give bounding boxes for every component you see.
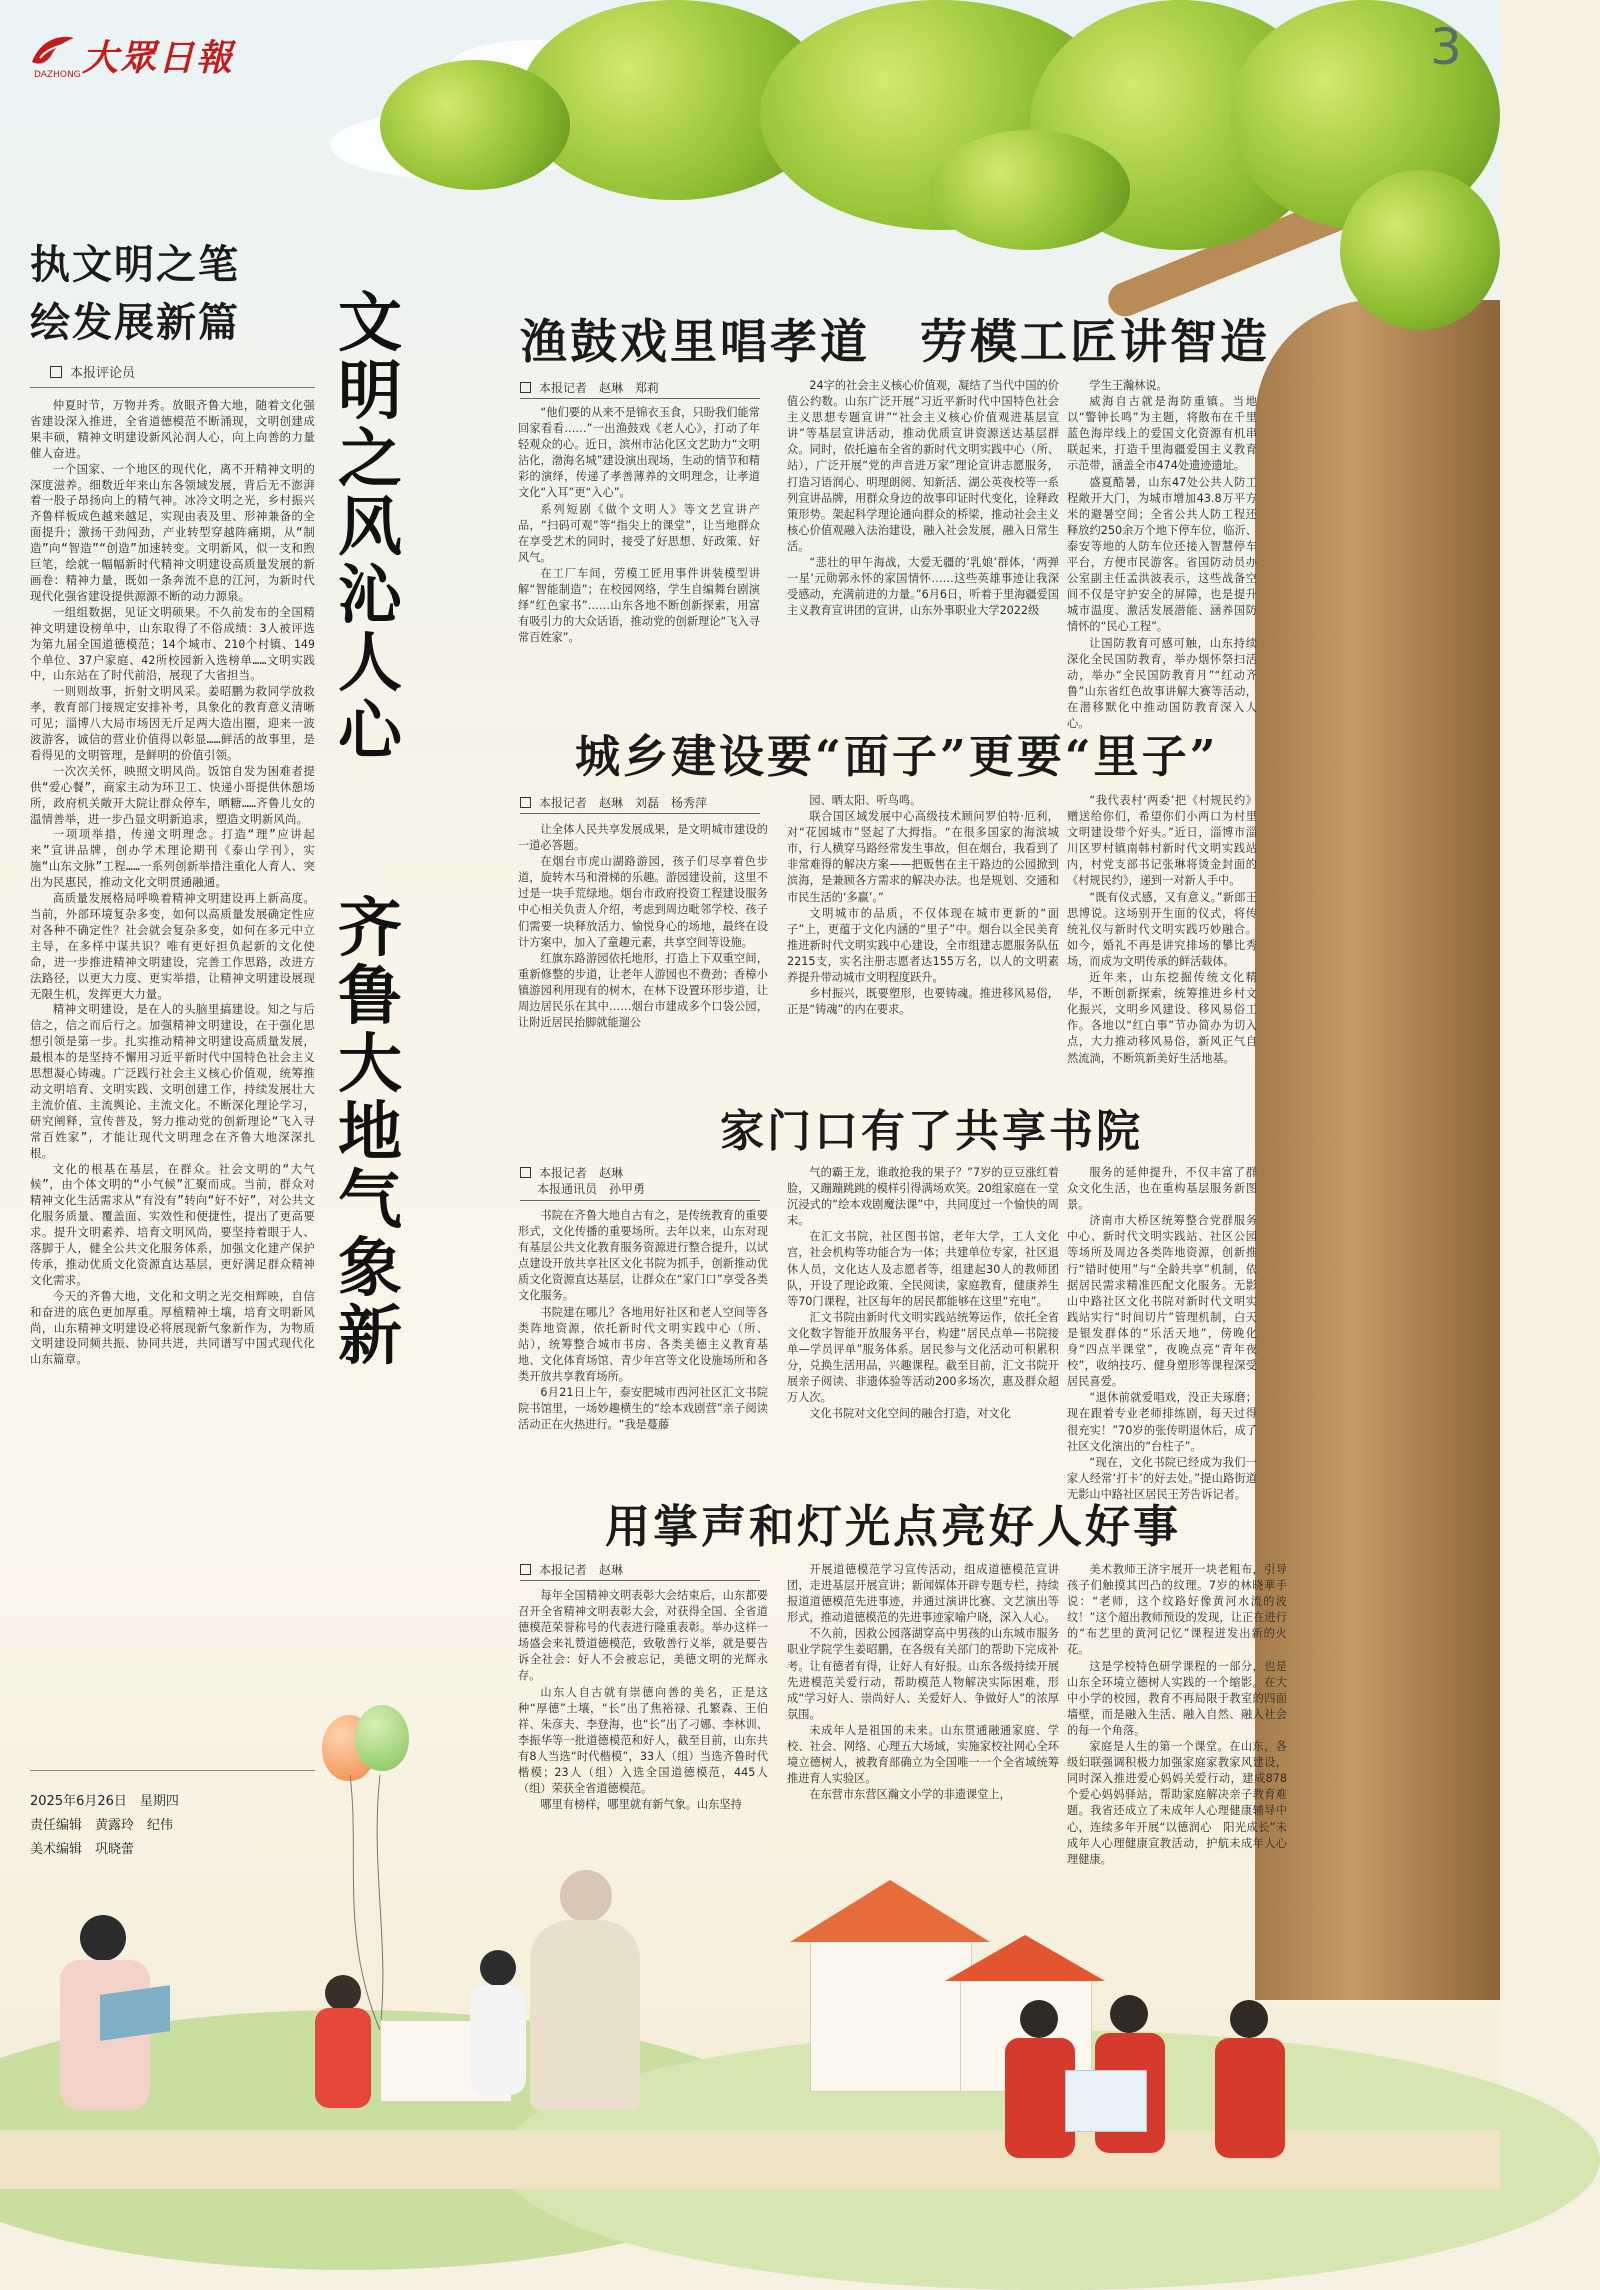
commentary-paragraph: 今天的齐鲁大地，文化和文明之光交相辉映，自信和奋进的底色更加厚重。厚植精神土壤，培育文明新风尚，山东精神文明建设必将展现新气象新作为，为物质文明建设同频共振、协同共进，共同谱写中国式现代化山东篇章。 <box>30 1288 315 1367</box>
article-paragraph: 书院在齐鲁大地自古有之，是传统教育的重要形式，文化传播的重要场所。去年以来，山东对现有基层公共文化教育服务资源进行整合提升，以试点建设开放共享社区文化书院为抓手，创新推动优质文化资源直达基层，让群众在“家门口”享受各类文化服务。 <box>518 1209 768 1303</box>
volunteer-figure <box>1110 1995 1148 2033</box>
book-icon <box>100 1985 170 2041</box>
byline-box-icon <box>520 797 531 808</box>
commentary-paragraph: 一项项举措，传递文明理念。打造“理”应讲起来”宣讲品牌，创办学术理论期刊《泰山学刊》，实施“山东文脉”工程……一系列创新举措注重化人育人、突出为民惠民，推动文化文明贯通融通。 <box>30 827 315 890</box>
tree-trunk <box>1255 300 1500 2000</box>
article-paragraph: 红旗东路游园依托地形，打造上下双重空间，重新修整的步道，让老年人游园也不费劲；香樟小镇游园利用现有的树木，在林下设置环形步道，让周边居民乐在其中……烟台市建成多个口袋公园，让附近居民抬脚就能遛公 <box>518 951 768 1030</box>
byline-box-icon <box>50 366 62 378</box>
article-paragraph: 近年来，山东挖掘传统文化精华，不断创新探索，统筹推进乡村文化振兴，文明乡风建设、移风易俗工作。各地以“红白事”节办简办为切入点，大力推动移风易俗，新风正气自然流淌，不断筑新美好生活地基。 <box>1067 971 1257 1065</box>
article-paragraph: 文化书院对文化空间的融合打造，对文化 <box>809 1407 1011 1421</box>
article-paragraph: 未成年人是祖国的未来。山东贯通融通家庭、学校、社会、网络、心理五大场域，实施家校社网心全环境立德树人，被教育部确立为全国唯一一个全省域统筹推进育人实验区。 <box>787 1723 1059 1786</box>
article-paragraph: 不久前，因救公园落湖穿高中男孩的山东城市服务职业学院学生姜昭鹏，在各级有关部门的帮助下完成补考。让有德者有得，让好人有好报。山东各级持续开展先进模范关爱行动，帮助模范人物解决实际困难，形成“学习好人、崇尚好人、关爱好人、争做好人”的浓厚氛围。 <box>787 1627 1059 1721</box>
article-4-headline: 用掌声和灯光点亮好人好事 <box>605 1500 1182 1553</box>
article-paragraph: 这是学校特色研学课程的一部分，也是山东全环境立德树人实践的一个缩影。在大中小学的校园，教育不再局限于教室的四面墙壁，而是融入生活、融入自然、融入社会的每一个角落。 <box>1067 1659 1287 1737</box>
boy-body <box>315 2008 371 2108</box>
article-paragraph: 让全体人民共享发展成果，是文明城市建设的一道必答题。 <box>518 823 768 853</box>
article-paragraph: 威海自古就是海防重镇。当地以“警钟长鸣”为主题，将散布在千里蓝色海岸线上的爱国文化资源有机串联起来，打造千里海疆爱国主义教育示范带，涵盖全市474处遗迹遗址。 <box>1067 395 1257 473</box>
commentary-paragraph: 一次次关怀，映照文明风尚。饭馆自发为困难者提供“爱心餐”，商家主动为环卫工、快递小哥提供休憩场所，政府机关敞开大院让群众停车，晒糖……齐鲁儿女的温情善举，进一步凸显文明新追求，塑造文明新风尚。 <box>30 763 315 826</box>
article-1-column-2 <box>787 378 1059 705</box>
article-3-divider <box>520 1200 760 1201</box>
volunteer-figure <box>1020 2000 1058 2038</box>
commentary-paragraph: 高质量发展格局呼唤着精神文明建设再上新高度。当前，外部环境复杂多变，如何以高质量发展确定性应对各种不确定性？社会就会复杂多变，如何在多元中立主导，在多样中谋共识？唯有更好担负起新的文化使命，进一步推进精神文明建设，完善工作思路，改进方法路径，以更大力度、更实举措，让精神文明建设展现无限生机，发挥更大力量。 <box>30 891 315 1001</box>
newspaper-logo-sub: DAZHONG <box>34 70 81 80</box>
article-paragraph: 在汇文书院，社区图书馆，老年大学，工人文化宫，社会机构等功能合为一体；共建单位专家，社区退休人员，文化达人及志愿者等，组建起30人的教师团队，开设了理论政策、全民阅读，家庭教育，健康养生等70门课程，社区每年的居民都能够在这里“充电”。 <box>787 1230 1059 1308</box>
child-body <box>470 1985 526 2095</box>
grandmother-body <box>530 1920 640 2110</box>
article-2-headline: 城乡建设要“面子”更要“里子” <box>575 730 1219 783</box>
article-4-divider <box>520 1580 760 1581</box>
logo-bird-icon <box>30 32 76 70</box>
boy-figure <box>325 1975 361 2011</box>
volunteer-figure <box>1230 2000 1268 2038</box>
article-paragraph: 在烟台市虎山湖路游园，孩子们尽享着色步道，旋转木马和滑梯的乐趣。游园建设前，这里不过是一块手荒绿地。烟台市政府投资工程建设服务中心相关负责人介绍，考虑到周边毗邻学校、孩子们需要一块释放活力、愉悦身心的场地，最终在设计方案中，加入了童趣元素，共享空间等设施。 <box>518 855 768 949</box>
leaf-cluster <box>380 60 570 190</box>
article-4-byline-text: 本报记者 赵琳 <box>539 1563 624 1577</box>
vertical-headline-second: 齐鲁大地气象新 <box>338 892 402 1374</box>
article-paragraph: 乡村振兴，既要塑形，也要铸魂。推进移风易俗，正是“铸魂”的内在要求。 <box>787 987 1059 1017</box>
grandmother-figure <box>560 1870 612 1922</box>
bottom-illustration <box>0 1800 1500 2189</box>
art-editor: 美术编辑 巩晓蕾 <box>30 1842 135 1857</box>
issue-date: 2025年6月26日 星期四 <box>30 1794 179 1809</box>
article-paragraph: “现在，文化书院已经成为我们一家人经常‘打卡’的好去处。”提山路街道无影山中路社区居民王芳告诉记者。 <box>1067 1455 1257 1501</box>
article-paragraph: 园、晒太阳、听鸟鸣。 <box>809 794 922 807</box>
article-paragraph: “我代表村‘两委’把《村规民约》赠送给你们，希望你们小两口为村里文明建设带个好头。”近日，淄博市淄川区罗村镇南韩村新时代文明实践站内，村党支部书记张琳将烫金封面的《村规民约》，递到一对新人手中。 <box>1067 794 1257 888</box>
house-roof <box>945 1935 1105 1981</box>
leaf-cluster <box>1340 170 1500 330</box>
article-2-column-2 <box>787 793 1059 1080</box>
article-paragraph: 系列短剧《做个文明人》等文艺宣讲产品，“扫码可观”等“指尖上的课堂”，让当地群众在享受艺术的同时，接受了好思想、好政策、好风气。 <box>518 502 760 564</box>
article-1-divider <box>520 398 760 399</box>
commentary-title-line1: 执文明之笔 <box>30 242 240 288</box>
commentary-paragraph: 一组组数据，见证文明硕果。不久前发布的全国精神文明建设榜单中，山东取得了不俗成绩：3人被评选为第九届全国道德模范；14个城市、210个村镇、149个单位、37户家庭、42所校园新入选榜单……文明实践中，山东站在了时代前沿，展现了大省担当。 <box>30 604 315 683</box>
article-3-column-2 <box>787 1165 1059 1490</box>
article-paragraph: 在工厂车间，劳模工匠用事件讲装模型讲解“智能制造”；在校园网络，学生自编舞台剧演绎“红色家书”……山东各地不断创新探索，用富有吸引力的大众话语，推动党的创新理论“飞入寻常百姓家”。 <box>518 566 760 645</box>
article-3-byline-text-1: 本报记者 赵琳 <box>539 1166 624 1180</box>
commentary-body <box>30 398 315 1368</box>
article-paragraph: 文明城市的品质，不仅体现在城市更新的“面子”上，更蕴于文化内涵的“里子”中。烟台以全民美育推进新时代文明实践中心建设，全市组建志愿服务队伍2215支，实名注册志愿者达155万名，以人的文明素养提升带动城市文明程度跃升。 <box>787 906 1059 985</box>
article-paragraph: 在东营市东营区瀚文小学的非遗课堂上， <box>809 1788 1011 1802</box>
article-2-byline-text: 本报记者 赵琳 刘磊 杨秀萍 <box>539 796 708 810</box>
article-1-column-3 <box>1067 378 1257 730</box>
article-paragraph: 24字的社会主义核心价值观，凝结了当代中国的价值公约数。山东广泛开展“习近平新时代中国特色社会主义思想专题宣讲”“社会主义核心价值观进基层宣讲”等基层宣讲活动，推动优质宣讲资源送达基层群众。同时，依托遍布全省的新时代文明实践中心（所、站），广泛开展“党的声音进万家”理论宣讲志愿服务，打造习语润心、明理朗阅、知新活、湖公英夜校等一系列宣讲品牌，用群众身边的故事印证时代变化，诠释政策形势。架起科学理论通向群众的桥梁，推动社会主义核心价值观融入法治建设，融入社会发展，融入日常生活。 <box>787 379 1059 553</box>
article-3-byline <box>520 1165 645 1197</box>
commentary-byline <box>30 362 315 388</box>
newspaper-logo: 大眾日報 <box>82 37 235 79</box>
article-paragraph: 气的霸王龙，谁敢抢我的果子？”7岁的豆豆涨红着脸，又蹦蹦跳跳的模样引得满场欢笑。20组家庭在一堂沉浸式的“绘本戏剧魔法课”中，共同度过一个愉快的周末。 <box>787 1166 1059 1228</box>
byline-box-icon <box>520 1564 531 1575</box>
article-1-column-1 <box>518 405 760 705</box>
article-paragraph: 让国防教育可感可触，山东持续深化全民国防教育，举办烟怀祭扫活动，举办“全民国防教育月”“红动齐鲁”山东省红色故事讲解大赛等活动，在潜移默化中推动国防教育深入人心。 <box>1067 636 1257 730</box>
article-paragraph: 盛夏酷暑，山东47处公共人防工程敞开大门，为城市增加43.8万平方米的避暑空间；全省公共人防工程还释放约250余万个地下停车位，临沂、泰安等地的人防车位还接入智慧停车平台，方便市民游客。省国防动员办公室副主任孟洪波表示，这些战备空间不仅是守护安全的屏障，也是提升城市温度、激活发展潜能、涵养国防情怀的“民心工程”。 <box>1067 475 1257 634</box>
article-paragraph: 6月21日上午，泰安肥城市西河社区汇文书院院书馆里，一场妙趣横生的“绘本戏剧营”亲子阅读活动正在火热进行。“我是蔓藤 <box>518 1386 768 1432</box>
commentary-column <box>30 236 315 1368</box>
article-3-column-3 <box>1067 1165 1257 1501</box>
commentary-paragraph: 文化的根基在基层，在群众。社会文明的“大气候”，由个体文明的“小气候”汇聚而成。当前，群众对精神文化生活需求从“有没有”转向“好不好”，对公共文化服务质量、覆盖面、实效性和便捷性，提出了更高要求。提升文明素养、培育文明风尚，要坚持着眼于人、落脚于人，健全公共文化服务体系，加强文化建产保护传承，推动优质文化资源直达基层，更好满足群众精神文化需求。 <box>30 1161 315 1287</box>
article-paragraph: 每年全国精神文明表彰大会结束后，山东都要召开全省精神文明表彰大会，对获得全国、全省道德模范荣誉称号的代表进行隆重表彰。举办这样一场盛会来礼赞道德模范，致敬善行义举，就是要告诉全社会：好人不会被忘记，美德文明的光辉永存。 <box>518 1589 768 1683</box>
balloon-green-icon <box>355 1705 409 1771</box>
article-paragraph: 汇文书院由新时代文明实践站统筹运作，依托全省文化数字智能开放服务平台，构建“居民点单—书院接单—学员评单”服务体系。居民参与文化活动可积累积分，兑换生活用品，兴趣课程。截至目前，汇文书院开展亲子阅读、非遗体验等活动200多场次，惠及群众超万人次。 <box>787 1310 1059 1405</box>
article-paragraph: 美术教师王济宇展开一块老粗布，引导孩子们触摸其凹凸的纹理。7岁的林晓華手说：“老师，这个纹路好像黄河水流的波纹！”这个超出教师预设的发现，让正在进行的“布艺里的黄河记忆”课程迸发出新的火花。 <box>1067 1563 1287 1657</box>
vertical-headline-first: 文明之风沁人心 <box>338 287 402 769</box>
child-figure <box>480 1950 516 1986</box>
article-2-byline <box>520 795 707 811</box>
info-board <box>1065 2070 1147 2132</box>
page-number: 3 <box>1430 18 1462 76</box>
responsible-editor: 责任编辑 黄露玲 纪伟 <box>30 1818 174 1833</box>
article-paragraph: 家庭是人生的第一个课堂。在山东，各级妇联强调积极力加强家庭家教家风建设，同时深入推进爱心妈妈关爱行动，建成878个爱心妈妈驿站，帮助家庭解决亲子教育难题。我省还成立了未成年人心理健康辅导中心，连续多年开展“以德润心 阳光成长”未成年人心理健康宣教活动，护航未成年人心理健康。 <box>1067 1740 1287 1866</box>
article-paragraph: “既有仪式感，又有意义。”新郎王思博说。这场别开生面的仪式，将传统礼仪与新时代文明实践巧妙融合。如今，婚礼不再是讲究排场的攀比秀场，而成为文明传承的鲜活载体。 <box>1067 890 1257 968</box>
article-3-headline: 家门口有了共享书院 <box>720 1106 1143 1157</box>
footer-divider <box>30 1770 315 1771</box>
byline-box-icon <box>520 382 531 393</box>
article-paragraph: 书院建在哪儿？各地用好社区和老人空间等各类阵地资源，依托新时代文明实践中心（所、站），统筹整合城市书房、各类美德主义教育基地、文化体育场馆、青少年宫等文化设施场所和各类开放共享教育场所。 <box>518 1305 768 1383</box>
article-1-headline: 渔鼓戏里唱孝道 劳模工匠讲智造 <box>520 315 1270 370</box>
house-roof <box>790 1880 990 1942</box>
article-paragraph: “退休前就爱唱戏，没正夫琢磨；现在跟着专业老师排练剧，每天过得很充实！”70岁的张传明退休后，成了社区文化演出的“台柱子”。 <box>1067 1391 1257 1453</box>
commentary-paragraph: 一则则故事，折射文明风采。姜昭鹏为救同学放救孝，教育部门接规定安排补考，具象化的教育意义清晰可见；淄博八大局市场因无斤足两大造出圈，迎来一波波游客，诚信的营业价值得以彰显……鲜活的故事里，是看得见的文明管理，是鲜明的价值引领。 <box>30 684 315 762</box>
article-paragraph: 哪里有榜样，哪里就有新气象。山东坚持 <box>540 1798 742 1812</box>
commentary-paragraph: 精神文明建设，是在人的头脑里搞建设。知之与后信之，信之而后行之。加强精神文明建设，在于强化思想引领是第一步。扎实推动精神文明建设高质量发展，最根本的是坚持不懈用习近平新时代中国特色社会主义思想凝心铸魂。广泛践行社会主义核心价值观，统筹推动文明培育、文明实践、文明创建工作，持续发展壮大主流价值、主流舆论、主流文化。不断深化理论学习，研究阐释，宣传普及，努力推动党的创新理论“飞入寻常百姓家”，才能让现代文明理念在齐鲁大地深深扎根。 <box>30 1002 315 1160</box>
commentary-paragraph: 一个国家、一个地区的现代化，离不开精神文明的深度滋养。细数近年来山东各领域发展，背后无不澎湃着一股子昂扬向上的精气神。冰冷文明之光，乡村振兴齐鲁样板成色越来越足，实现由表及里、形神兼备的全面提升；激扬干劲闯劲，产业转型穿越阵痛期，从“制造”向“智造”“创造”加速转变。文明新风，似一支和煦巨笔，绘就一幅幅新时代精神文明建设高质量发展的新画卷：精神力量，既如一条奔流不息的江河，为新时代现代化强省建设提供源源不断的动力源泉。 <box>30 461 315 603</box>
article-1-byline-text: 本报记者 赵琳 郑莉 <box>539 381 660 395</box>
volunteer-vest <box>1215 2038 1285 2158</box>
article-2-column-3 <box>1067 793 1257 1080</box>
article-2-column-1 <box>518 822 768 1080</box>
reading-girl-figure <box>80 1915 126 1961</box>
commentary-title-line2: 绘发展新篇 <box>30 300 240 346</box>
article-paragraph: 济南市大桥区统筹整合党群服务中心、新时代文明实践站、社区公园等场所及周边各类阵地资源，创新推行“错时使用”与“全龄共享”机制，依据居民需求精准匹配文化服务。无影山中路社区文化书院对新时代文明实践站实行“时间切片”管理机制，白天是银发群体的“乐活天地”，傍晚化身“四点半课堂”，夜晚点亮“青年夜校”，收纳技巧、健身塑形等课程深受居民喜爱。 <box>1067 1214 1257 1389</box>
article-3-column-1 <box>518 1208 768 1490</box>
commentary-paragraph: 仲夏时节，万物并秀。放眼齐鲁大地，随着文化强省建设深入推进，全省道德模范不断涌现，文明创建成果丰硕，精神文明建设新风沁润人心，向上向善的力量催人奋进。 <box>30 398 315 460</box>
article-paragraph: 联合国区域发展中心高级技术顾问罗伯特·厄利，对“花园城市”竖起了大拇指。“在很多国家的海滨城市，行人横穿马路经常发生事故，但在烟台，我看到了非常难得的解决方案——把贩售在主干路边的公园掀到滨海，是兼顾各方需求的解决办法。也是规划、交通和市民生活的‘多赢’。” <box>787 810 1059 904</box>
article-paragraph: 开展道德模范学习宣传活动，组成道德模范宣讲团，走进基层开展宣讲；新闻媒体开辟专题专栏，持续报道道德模范先进事迹，并通过演讲比赛、文艺演出等形式，推动道德模范的先进事迹家喻户晓，深入人心。 <box>787 1563 1059 1625</box>
article-2-divider <box>520 813 760 814</box>
article-paragraph: 学生王瀚林说。 <box>1089 379 1168 392</box>
article-3-byline-text-2: 本报通讯员 孙甲勇 <box>537 1182 646 1196</box>
article-paragraph: “他们要的从来不是锦衣玉食，只盼我们能常回家看看……”一出渔鼓戏《老人心》，打动了年轻观众的心。近日，滨州市沾化区文艺助力“文明沾化，渤海名城”建设演出现场，生动的情节和精彩的演绎，传递了孝善薄养的文明理念，让孝道文化“入耳”更“入心”。 <box>518 406 760 500</box>
commentary-byline-text: 本报评论员 <box>70 366 136 381</box>
masthead <box>30 28 250 78</box>
article-paragraph: 山东人自古就有崇德向善的美名，正是这种“厚德”土壤，“长”出了焦裕禄、孔繁森、王伯祥、朱彦夫、李登海，也“长”出了刁娜、李林训、李振华等一批道德模范和好人，截至目前，山东共有8人当选“时代楷模”，33人（组）当选齐鲁时代楷模；23人（组）入选全国道德模范，445人（组）荣获全省道德模范。 <box>518 1685 768 1796</box>
article-paragraph: 服务的延伸提升，不仅丰富了群众文化生活，也在重构基层服务新图景。 <box>1067 1166 1257 1212</box>
article-paragraph: “悲壮的甲午海战，大爱无疆的‘乳娘’群体，‘两弹一星’元勋郭永怀的家国情怀……这些英雄事迹让我深受感动，充满前进的力量。”6月6日，听着于里海疆爱国主义教育宣讲团的宣讲，山东外事职业大学2022级 <box>787 556 1059 618</box>
article-1-byline <box>520 380 659 396</box>
byline-box-icon <box>520 1167 531 1178</box>
article-4-byline <box>520 1562 623 1578</box>
leaf-cluster <box>930 130 1130 250</box>
